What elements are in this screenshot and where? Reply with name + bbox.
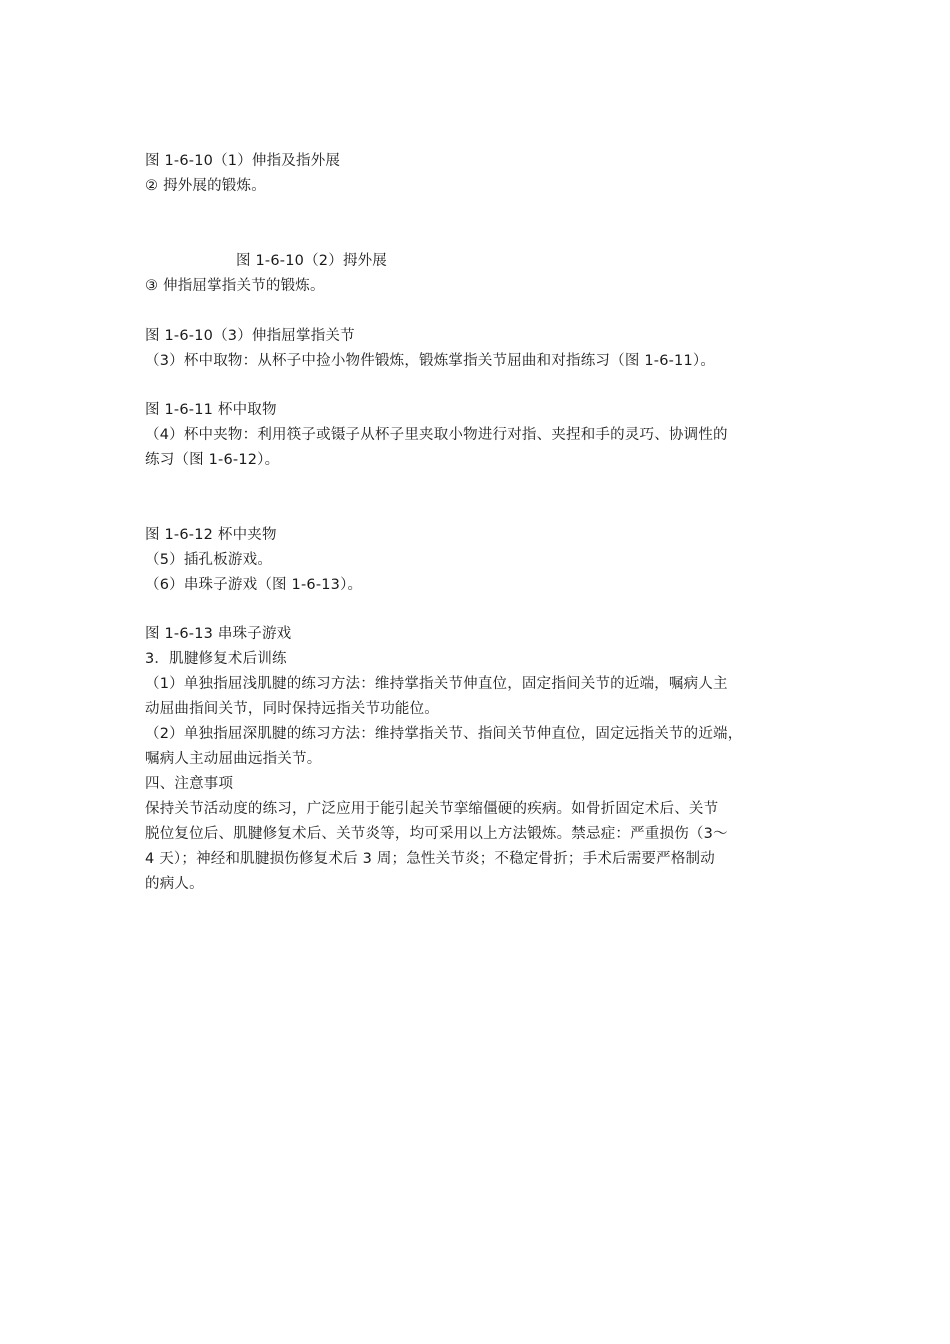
- paragraph-bead-game: （6）串珠子游戏（图 1-6-13）。: [145, 577, 363, 593]
- paragraph-precautions-line-4: 的病人。: [145, 876, 204, 892]
- paragraph-fds-line-2: 动屈曲指间关节，同时保持远指关节功能位。: [145, 701, 439, 717]
- paragraph-pegboard-game: （5）插孔板游戏。: [145, 552, 273, 568]
- paragraph-fdp-line-1: （2）单独指屈深肌腱的练习方法：维持掌指关节、指间关节伸直位，固定远指关节的近端，: [145, 726, 743, 742]
- paragraph-fdp-line-2: 嘱病人主动屈曲远指关节。: [145, 751, 322, 767]
- figure-caption-1-6-10-2: 图 1-6-10（2）拇外展: [236, 253, 387, 269]
- paragraph-finger-extension: ③ 伸指屈掌指关节的锻炼。: [145, 278, 325, 294]
- figure-caption-1-6-10-3: 图 1-6-10（3）伸指屈掌指关节: [145, 328, 355, 344]
- paragraph-precautions-line-1: 保持关节活动度的练习，广泛应用于能引起关节挛缩僵硬的疾病。如骨折固定术后、关节: [145, 801, 719, 817]
- figure-caption-1-6-10-1: 图 1-6-10（1）伸指及指外展: [145, 153, 341, 169]
- paragraph-precautions-line-2: 脱位复位后、肌腱修复术后、关节炎等，均可采用以上方法锻炼。禁忌症：严重损伤（3～: [145, 826, 728, 842]
- figure-caption-1-6-13: 图 1-6-13 串珠子游戏: [145, 626, 292, 642]
- figure-caption-1-6-12: 图 1-6-12 杯中夹物: [145, 527, 277, 543]
- section-heading-precautions: 四、注意事项: [145, 776, 234, 792]
- paragraph-cup-clamp-line-2: 练习（图 1-6-12）。: [145, 452, 280, 468]
- figure-caption-1-6-11: 图 1-6-11 杯中取物: [145, 402, 277, 418]
- paragraph-precautions-line-3: 4 天）；神经和肌腱损伤修复术后 3 周；急性关节炎；不稳定骨折；手术后需要严格制动: [145, 851, 715, 867]
- paragraph-fds-line-1: （1）单独指屈浅肌腱的练习方法：维持掌指关节伸直位，固定指间关节的近端，嘱病人主: [145, 676, 728, 692]
- paragraph-thumb-abduction: ② 拇外展的锻炼。: [145, 178, 266, 194]
- paragraph-cup-pick: （3）杯中取物：从杯子中捡小物件锻炼，锻炼掌指关节屈曲和对指练习（图 1-6-11）。: [145, 353, 716, 369]
- paragraph-cup-clamp-line-1: （4）杯中夹物：利用筷子或镊子从杯子里夹取小物进行对指、夹捏和手的灵巧、协调性的: [145, 427, 728, 443]
- section-heading-tendon-training: 3．肌腱修复术后训练: [145, 651, 287, 667]
